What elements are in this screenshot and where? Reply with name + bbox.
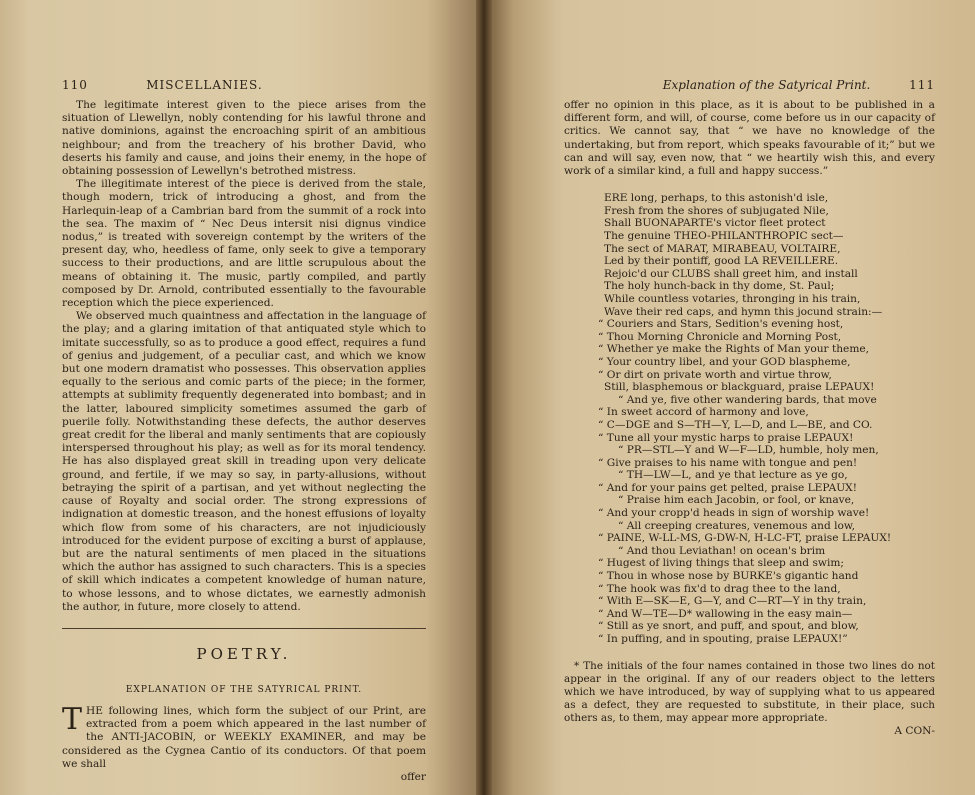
poem-line: “ Hugest of living things that sleep and swim; xyxy=(598,557,844,570)
poem-line: “ And ye, five other wandering bards, that move xyxy=(618,393,877,406)
intro-text: HE following lines, which form the subject of our Print, are extracted from a poem which appeared in the last number of the ANTI-JACOBIN, or WEEKLY EXAMINER, and may be considered as the Cygnea Cantio of its conductors. Of that poem we shall xyxy=(62,704,426,770)
poem-line: Shall BUONAPARTE's victor fleet protect xyxy=(604,217,826,230)
right-prose xyxy=(564,99,935,178)
poem-line: “ In sweet accord of harmony and love, xyxy=(598,406,809,419)
poem-line: “ And for your pains get pelted, praise LEPAUX! xyxy=(598,481,857,494)
poem-line: Wave their red caps, and hymn this jocund strain:— xyxy=(604,305,883,318)
right-intro: offer no opinion in this place, as it is about to be published in a different form, and will, of course, come before us in our capacity of critics. We cannot say, that “ we have no knowledge of the undertaking, but from report, which speaks favourable of it;” but we can and will say, even now, that “ we heartily wish this, and every work of a similar kind, a full and happy success.” xyxy=(564,99,935,178)
poem-line: “ Whether ye make the Rights of Man your theme, xyxy=(598,343,869,356)
left-catchword: offer xyxy=(400,770,426,783)
left-page-number: 110 xyxy=(62,78,88,92)
right-header-title: Explanation of the Satyrical Print. xyxy=(662,78,871,92)
poem-line: “ Or dirt on private worth and virtue throw, xyxy=(598,368,832,381)
poem-line: “ With E—SK—E, G—Y, and C—RT—Y in thy train, xyxy=(598,595,867,608)
poem-line: ERE long, perhaps, to this astonish'd isle, xyxy=(604,192,829,205)
right-page xyxy=(484,0,975,795)
poem-line: “ The hook was fix'd to drag thee to the land, xyxy=(598,582,841,595)
poem-line: “ And your cropp'd heads in sign of worship wave! xyxy=(598,507,870,520)
intro-paragraph xyxy=(62,701,426,771)
poem-line: “ In puffing, and in spouting, praise LEPAUX!” xyxy=(598,633,848,645)
poem-line: Fresh from the shores of subjugated Nile, xyxy=(604,204,829,217)
footnote-text: * The initials of the four names contained in those two lines do not appear in the original. If any of our readers object to the letters which we have introduced, by way of supplying what to us appeared as a defect, they are requested to substitute, in their place, such others as, to them, may appear more appropriate. xyxy=(564,659,935,724)
drop-cap: T xyxy=(62,701,83,737)
right-catchword: A CON- xyxy=(894,724,935,737)
poem-line: “ Thou Morning Chronicle and Morning Post, xyxy=(598,330,842,343)
right-page-number: 111 xyxy=(909,78,935,92)
poem-line: “ Your country libel, and your GOD blaspheme, xyxy=(598,355,851,368)
paragraph-1: The legitimate interest given to the piece arises from the situation of Llewellyn, nobly contending for his lawful throne and native dominions, against the encroaching spirit of an ambitious neighbour; and from the treachery of his brother David, who deserts his family and cause, and joins their enemy, in the hope of obtaining possession of Lewellyn's betrothed mistress. xyxy=(62,99,426,178)
right-running-head xyxy=(564,78,935,92)
poem-line: “ Thou in whose nose by BURKE's gigantic hand xyxy=(598,570,859,583)
poem-line: “ PAINE, W-LL-MS, G-DW-N, H-LC-FT, praise LEPAUX! xyxy=(598,532,892,545)
poem-line: “ Still as ye snort, and puff, and spout, and blow, xyxy=(598,620,859,633)
explanation-title: EXPLANATION OF THE SATYRICAL PRINT. xyxy=(125,684,363,695)
poem-line: “ And thou Leviathan! on ocean's brim xyxy=(618,544,826,557)
poem-line: Rejoic'd our CLUBS shall greet him, and install xyxy=(604,267,858,280)
poetry-title: POETRY. xyxy=(196,644,292,663)
poem-line: “ And W—TE—D* wallowing in the easy main— xyxy=(598,607,853,620)
poem-line: While countless votaries, thronging in his train, xyxy=(604,292,861,305)
poem-line: The holy hunch-back in thy dome, St. Paul; xyxy=(604,280,835,293)
section-divider xyxy=(62,628,426,629)
left-header-title: MISCELLANIES. xyxy=(146,78,263,92)
paragraph-3: We observed much quaintness and affectation in the language of the play; and a glaring imitation of that antiquated style which to imitate successfully, so as to produce a good effect, requires a fund of genius and judgement, of a peculiar cast, and which we know but one modern dramatist who possesses. This observation applies equally to the serious and comic parts of the piece; in the former, attempts at sublimity frequently degenerated into bombast; and in the latter, laboured simplicity sometimes assumed the garb of puerile folly. Notwithstanding these defects, the author deserves great credit for the liberal and manly sentiments that are copiously interspersed throughout his play; as well as for its moral tendency. He has also displayed great skill in treading upon very delicate ground, and fertile, if we may so say, in party-allusions, without betraying the spirit of a partisan, and yet without neglecting the cause of Royalty and social order. The strong expressions of indignation at domestic treason, and the honest effusions of loyalty which flow from some of his characters, are not injudiciously introduced for the evident purpose of exciting a burst of applause, but are the natural sentiments of men placed in the situations which the author has assigned to such characters. This is a species of skill which indicates a competent knowledge of human nature, to whose lessons, and to whose dictates, we earnestly admonish the author, in future, more closely to attend. xyxy=(62,310,426,613)
left-running-head xyxy=(62,78,426,92)
poem-line: Still, blasphemous or blackguard, praise LEPAUX! xyxy=(604,381,875,394)
left-prose xyxy=(62,99,426,614)
poem-line: “ Give praises to his name with tongue and pen! xyxy=(598,456,858,469)
poem-line: The sect of MARAT, MIRABEAU, VOLTAIRE, xyxy=(604,242,841,255)
poem-line: “ TH—LW—L, and ye that lecture as ye go, xyxy=(618,469,848,482)
poem-line: “ C—DGE and S—TH—Y, L—D, and L—BE, and CO. xyxy=(598,418,873,431)
poem-line: “ Tune all your mystic harps to praise LEPAUX! xyxy=(598,431,854,444)
book-gutter xyxy=(476,0,492,795)
poem-line: “ Couriers and Stars, Sedition's evening host, xyxy=(598,318,844,331)
poem xyxy=(598,192,935,645)
poem-line: The genuine THEO-PHILANTHROPIC sect— xyxy=(604,230,844,242)
poem-line: “ All creeping creatures, venemous and low, xyxy=(618,519,856,532)
left-page xyxy=(0,0,484,795)
footnote xyxy=(564,660,935,725)
poem-line: “ Praise him each Jacobin, or fool, or knave, xyxy=(618,494,855,507)
poem-line: “ PR—STL—Y and W—F—LD, humble, holy men, xyxy=(618,444,879,457)
paragraph-2: The illegitimate interest of the piece is derived from the stale, though modern, trick of introducing a ghost, and from the Harlequin-leap of a Cambrian bard from the summit of a rock into the sea. The maxim of “ Nec Deus intersit nisi dignus vindice nodus,” is treated with sovereign contempt by the writers of the present day, who, heedless of fame, only seek to give a temporary success to their productions, and are little scrupulous about the means of obtaining it. The music, partly compiled, and partly composed by Dr. Arnold, contributed essentially to the favourable reception which the piece experienced. xyxy=(62,178,426,310)
poem-line: Led by their pontiff, good LA REVEILLERE. xyxy=(604,255,839,268)
